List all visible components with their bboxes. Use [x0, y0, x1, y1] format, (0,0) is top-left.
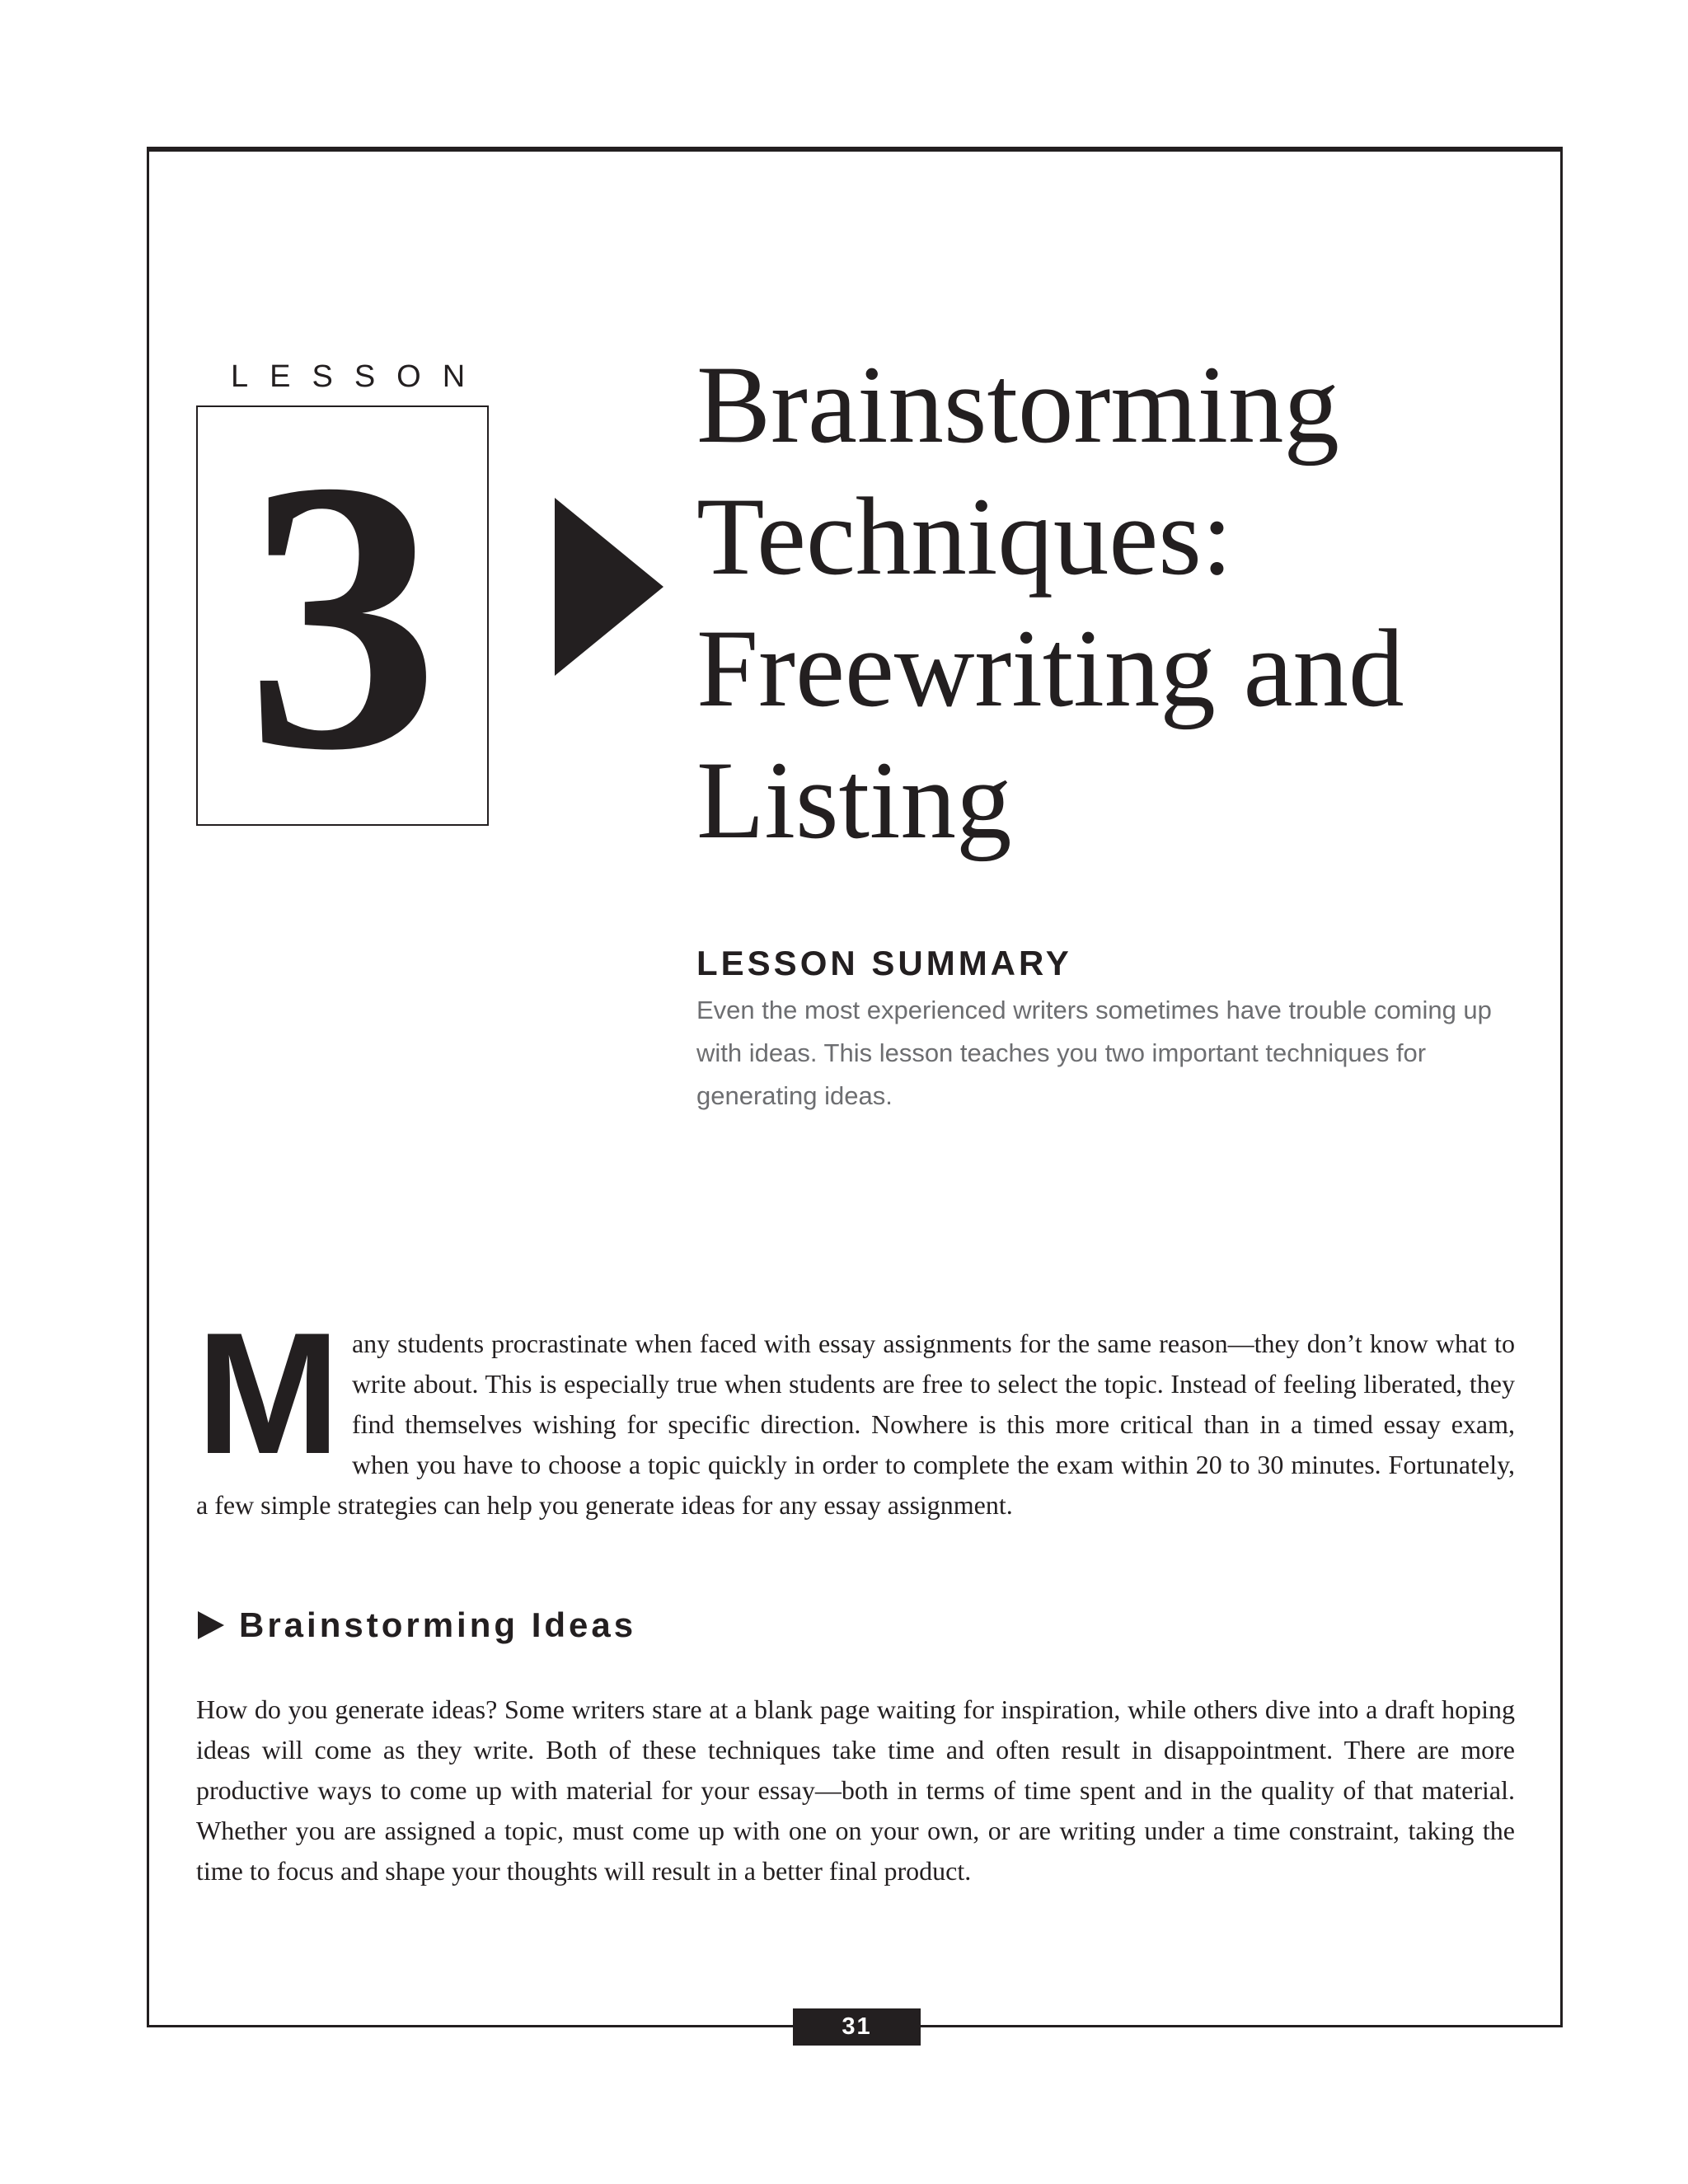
- lesson-label: LESSON: [231, 359, 487, 394]
- lesson-number: 3: [246, 405, 439, 826]
- section-arrow-icon: [198, 1611, 224, 1639]
- title-arrow-icon: [555, 498, 663, 676]
- lesson-summary-heading: LESSON SUMMARY: [696, 944, 1072, 982]
- section-heading: [198, 1605, 636, 1645]
- section-paragraph: How do you generate ideas? Some writers stare at a blank page waiting for inspiration, while others dive into a draft hoping ideas will come as they write. Both of these techniques take time and often result in disappointment. There are more productive ways to come up with material for your essay—both in terms of time spent and in the quality of that material. Whether you are assigned a topic, must come up with one on your own, or are writing under a time constraint, taking the time to focus and shape your thoughts will result in a better final product.: [196, 1694, 1515, 1886]
- page-number: 31: [793, 2008, 921, 2046]
- lesson-summary-text: Even the most experienced writers sometimes have trouble coming up with ideas. This lesson teaches you two important techniques for generating ideas.: [696, 996, 1492, 1110]
- intro-paragraph-text: any students procrastinate when faced with essay assignments for the same reason—they don’t know what to write about. This is especially true when students are free to select the topic. Instead of feeling liberated, they find themselves wishing for specific direction. Nowhere is this more critical than in a timed essay exam, when you have to choose a topic quickly in order to complete the exam within 20 to 30 minutes. Fortunately, a few simple strategies can help you generate ideas for any essay assignment.: [196, 1329, 1515, 1520]
- lesson-title: Brainstorming Techniques: Freewriting and Listing: [696, 344, 1404, 862]
- intro-paragraph: [196, 1296, 1515, 1526]
- drop-cap: M: [196, 1296, 340, 1490]
- lesson-number-box: [196, 405, 489, 826]
- section-heading-text: Brainstorming Ideas: [239, 1605, 637, 1644]
